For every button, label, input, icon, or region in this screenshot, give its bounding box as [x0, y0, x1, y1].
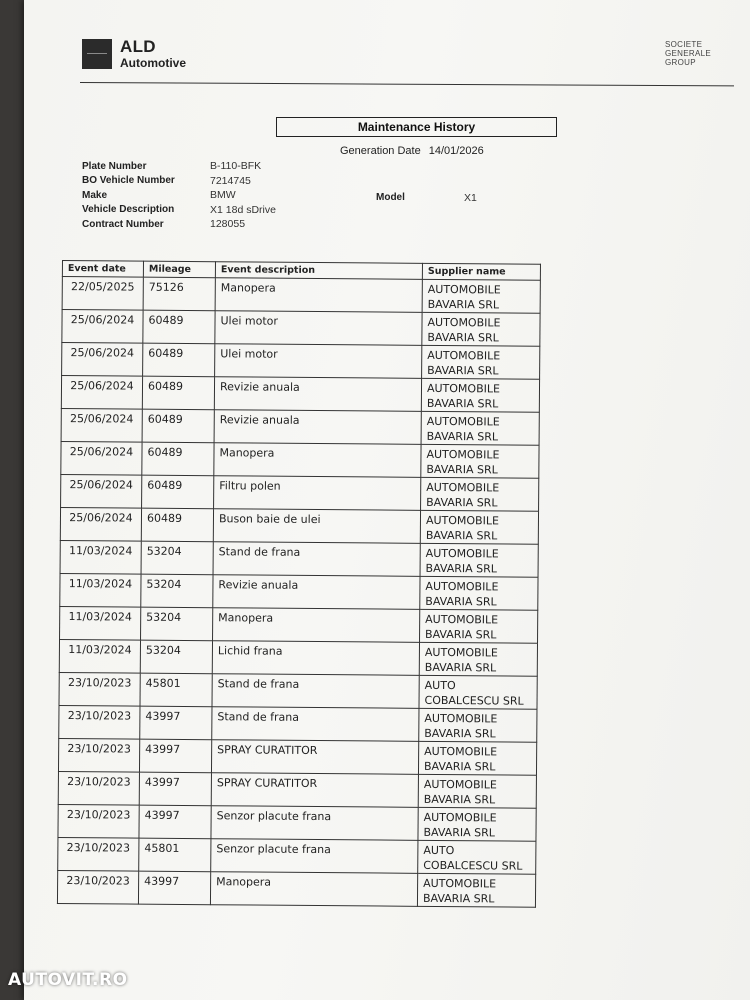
supplier-name-cell: AUTOMOBILE BAVARIA SRL: [422, 312, 540, 346]
event-description-cell: Senzor placute frana: [211, 806, 418, 841]
supplier-name-cell: AUTOMOBILE BAVARIA SRL: [421, 378, 539, 412]
mileage-cell: 60489: [142, 475, 214, 509]
supplier-name-cell: AUTOMOBILE BAVARIA SRL: [418, 807, 536, 841]
make-value: BMW: [210, 189, 236, 202]
event-date-cell: 25/06/2024: [61, 474, 142, 508]
supplier-name-cell: AUTOMOBILE BAVARIA SRL: [417, 873, 535, 907]
event-description-cell: Ulei motor: [215, 311, 422, 346]
generation-date: [340, 145, 484, 157]
event-description-cell: Manopera: [210, 872, 417, 907]
mileage-cell: 45801: [140, 673, 212, 707]
mileage-cell: 53204: [141, 607, 213, 641]
event-description-cell: Senzor placute frana: [211, 839, 418, 874]
event-date-cell: 25/06/2024: [61, 376, 142, 410]
table-row: [60, 507, 538, 544]
table-row: [61, 441, 539, 478]
table-row: [60, 540, 538, 577]
contract-label: Contract Number: [82, 218, 164, 230]
event-description-cell: SPRAY CURATITOR: [211, 773, 418, 808]
supplier-name-cell: AUTOMOBILE BAVARIA SRL: [418, 741, 536, 775]
table-row: [60, 573, 538, 610]
supplier-name-cell: AUTOMOBILE BAVARIA SRL: [420, 609, 538, 643]
supplier-name-cell: AUTO COBALCESCU SRL: [418, 840, 536, 874]
table-row: [59, 672, 537, 709]
supplier-name-cell: AUTOMOBILE BAVARIA SRL: [419, 708, 537, 742]
plate-value: B-110-BFK: [210, 160, 262, 173]
model-value: X1: [464, 192, 477, 204]
event-description-cell: SPRAY CURATITOR: [211, 740, 418, 775]
autovit-watermark: AUTOVIT.RO: [8, 970, 128, 990]
header-mileage: Mileage: [143, 261, 215, 278]
mileage-cell: 45801: [139, 838, 211, 872]
event-date-cell: 23/10/2023: [58, 837, 139, 871]
mileage-cell: 43997: [139, 772, 211, 806]
maintenance-table-wrapper: [57, 260, 541, 908]
ald-logo-line2: Automotive: [120, 56, 186, 70]
table-row: [59, 639, 537, 676]
event-date-cell: 23/10/2023: [57, 870, 138, 904]
event-description-cell: Revizie anuala: [213, 575, 420, 610]
table-row: [59, 705, 537, 742]
event-date-cell: 25/06/2024: [61, 408, 142, 442]
event-date-cell: 11/03/2024: [60, 606, 141, 640]
mileage-cell: 60489: [143, 343, 215, 377]
description-label: Vehicle Description: [82, 204, 175, 216]
mileage-cell: 53204: [141, 541, 213, 575]
table-row: [58, 738, 536, 775]
event-description-cell: Revizie anuala: [214, 377, 421, 412]
table-row: [60, 606, 538, 643]
event-description-cell: Ulei motor: [215, 344, 422, 379]
header-supplier-name: Supplier name: [422, 263, 540, 280]
maintenance-table: [57, 260, 541, 908]
event-date-cell: 11/03/2024: [59, 639, 140, 673]
description-value: X1 18d sDrive: [210, 203, 276, 216]
contract-row: [82, 217, 276, 232]
table-row: [62, 277, 540, 314]
event-date-cell: 11/03/2024: [60, 540, 141, 574]
event-date-cell: 23/10/2023: [58, 771, 139, 805]
societe-generale-logo: SOCIETE GENERALE GROUP: [665, 40, 711, 67]
bo-value: 7214745: [210, 174, 251, 187]
generation-date-label: Generation Date: [340, 145, 421, 157]
table-row: [61, 376, 539, 413]
event-date-cell: 25/06/2024: [62, 343, 143, 377]
table-row: [61, 474, 539, 511]
event-date-cell: 25/06/2024: [61, 441, 142, 475]
event-description-cell: Stand de frana: [212, 707, 419, 742]
mileage-cell: 60489: [142, 409, 214, 443]
header-event-date: Event date: [62, 261, 143, 278]
mileage-cell: 53204: [140, 640, 212, 674]
document-page: [24, 0, 750, 1000]
mileage-cell: 53204: [141, 574, 213, 608]
mileage-cell: 43997: [139, 805, 211, 839]
mileage-cell: 60489: [142, 376, 214, 410]
table-body: [57, 277, 540, 908]
header-divider: [80, 82, 734, 86]
event-date-cell: 23/10/2023: [58, 738, 139, 772]
event-description-cell: Revizie anuala: [214, 410, 421, 445]
table-row: [57, 870, 535, 907]
supplier-name-cell: AUTOMOBILE BAVARIA SRL: [419, 642, 537, 676]
event-date-cell: 23/10/2023: [59, 672, 140, 706]
supplier-name-cell: AUTOMOBILE BAVARIA SRL: [420, 576, 538, 610]
generation-date-value: 14/01/2026: [428, 145, 484, 157]
event-description-cell: Lichid frana: [212, 641, 419, 676]
event-description-cell: Manopera: [213, 608, 420, 643]
description-row: [82, 203, 276, 218]
table-row: [61, 408, 539, 445]
bo-row: [82, 174, 276, 189]
ald-logo: [82, 38, 186, 69]
contract-value: 128055: [210, 218, 246, 231]
mileage-cell: 60489: [143, 310, 215, 344]
mileage-cell: 60489: [141, 508, 213, 542]
ald-logo-mark: [82, 39, 112, 69]
mileage-cell: 43997: [140, 706, 212, 740]
supplier-name-cell: AUTOMOBILE BAVARIA SRL: [420, 510, 538, 544]
supplier-name-cell: AUTOMOBILE BAVARIA SRL: [421, 411, 539, 445]
mileage-cell: 60489: [142, 442, 214, 476]
model-label: Model: [376, 192, 405, 203]
mileage-cell: 75126: [143, 277, 215, 311]
supplier-name-cell: AUTOMOBILE BAVARIA SRL: [420, 543, 538, 577]
event-description-cell: Stand de frana: [213, 542, 420, 577]
supplier-name-cell: AUTOMOBILE BAVARIA SRL: [418, 774, 536, 808]
vehicle-info: [82, 159, 276, 232]
event-date-cell: 23/10/2023: [59, 705, 140, 739]
mileage-cell: 43997: [138, 871, 210, 905]
event-description-cell: Manopera: [215, 278, 422, 313]
supplier-name-cell: AUTOMOBILE BAVARIA SRL: [421, 444, 539, 478]
supplier-name-cell: AUTOMOBILE BAVARIA SRL: [421, 477, 539, 511]
event-description-cell: Stand de frana: [212, 674, 419, 709]
event-date-cell: 25/06/2024: [62, 310, 143, 344]
plate-row: [82, 159, 276, 174]
plate-label: Plate Number: [82, 160, 147, 172]
event-description-cell: Buson baie de ulei: [213, 509, 420, 544]
table-row: [58, 837, 536, 874]
event-date-cell: 11/03/2024: [60, 573, 141, 607]
table-row: [58, 804, 536, 841]
table-row: [62, 310, 540, 347]
make-row: [82, 188, 276, 203]
event-date-cell: 22/05/2025: [62, 277, 143, 311]
make-label: Make: [82, 189, 108, 201]
supplier-name-cell: AUTOMOBILE BAVARIA SRL: [422, 345, 540, 379]
event-description-cell: Manopera: [214, 443, 421, 478]
event-description-cell: Filtru polen: [214, 476, 421, 511]
header-event-description: Event description: [215, 262, 422, 280]
table-row: [62, 343, 540, 380]
document-title: Maintenance History: [276, 117, 557, 137]
table-row: [58, 771, 536, 808]
supplier-name-cell: AUTO COBALCESCU SRL: [419, 675, 537, 709]
mileage-cell: 43997: [139, 739, 211, 773]
event-date-cell: 23/10/2023: [58, 804, 139, 838]
ald-logo-line1: ALD: [120, 37, 156, 56]
bo-label: BO Vehicle Number: [82, 175, 175, 187]
supplier-name-cell: AUTOMOBILE BAVARIA SRL: [422, 279, 540, 313]
event-date-cell: 25/06/2024: [60, 507, 141, 541]
